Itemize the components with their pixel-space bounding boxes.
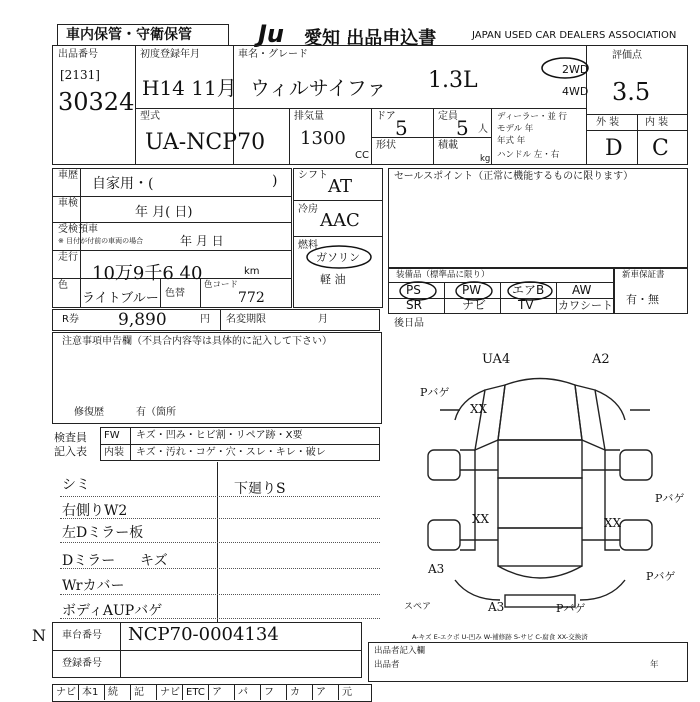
repair-history-label: 修復歴 xyxy=(74,407,104,418)
registration-value: H14 11月 xyxy=(142,76,237,100)
inspection-note-sub: ※ 目付が付前の車両の場合 xyxy=(58,237,144,245)
grade-value: 1.3L xyxy=(428,68,478,93)
mark-pbage-br: Pバゲ xyxy=(646,570,676,583)
bottom-strip-item: ETC xyxy=(186,687,205,698)
color-value: ライトブルー xyxy=(82,291,159,306)
notes-label: 注意事項申告欄（不具合内容等は具体的に記入して下さい） xyxy=(62,336,332,347)
inner-line: キズ・汚れ・コゲ・穴・スレ・キレ・破レ xyxy=(136,447,326,458)
doors-label: ドア xyxy=(376,111,396,122)
fw-label: FW xyxy=(104,430,120,441)
registration-label: 初度登録年月 xyxy=(140,49,200,60)
ac-label: 冷房 xyxy=(298,204,318,215)
ac-value: AAC xyxy=(320,210,360,231)
org-english: JAPAN USED CAR DEALERS ASSOCIATION xyxy=(472,30,677,41)
model-value: ウィルサイファ xyxy=(250,76,387,100)
mileage-label: 走行 xyxy=(58,252,78,263)
mark-pbage-r: Pバゲ xyxy=(655,492,685,505)
drive-4wd: 4WD xyxy=(562,85,589,98)
displacement-unit: CC xyxy=(355,150,369,161)
note-line4: Dミラー xyxy=(62,553,116,569)
fuel-label: 燃料 xyxy=(298,240,318,251)
recycle-label: R券 xyxy=(62,314,79,325)
note-line1: シミ xyxy=(62,477,90,493)
report-seal: 出品者 xyxy=(374,660,400,670)
lot-bracket-no: [2131] xyxy=(60,68,100,82)
dealer-line2: モデル 年 xyxy=(497,124,534,134)
displacement-value: 1300 xyxy=(300,128,346,149)
color-code: 772 xyxy=(238,290,265,306)
bottom-strip-item: 記 xyxy=(134,687,144,698)
bottom-strip-item: ナビ xyxy=(56,687,76,698)
dealer-line3: 年式 年 xyxy=(497,136,526,146)
inspector-label: 検査員 xyxy=(54,431,87,444)
interior-label: 内 装 xyxy=(645,117,669,128)
repair-history-value: 有（箇所 xyxy=(136,407,176,418)
bottom-strip-item: 本1 xyxy=(82,687,99,698)
equip-navi: ナビ xyxy=(462,298,487,312)
equip-aw: AW xyxy=(572,283,592,297)
mark-a3-b: A3 xyxy=(488,600,505,614)
equip-pw: PW xyxy=(462,283,482,297)
displacement-label: 排気量 xyxy=(294,111,324,122)
color-code-label: 色コード xyxy=(204,280,239,290)
note-line4b: キズ xyxy=(140,553,168,569)
fuel-gas: ガソリン xyxy=(316,251,360,264)
load-label: 積載 xyxy=(438,140,458,151)
capacity-value: 5 xyxy=(456,116,469,140)
bottom-strip-item: ア xyxy=(212,687,222,698)
inspection-value: 年 月( 日) xyxy=(135,205,193,220)
note-right1: 下廻りS xyxy=(234,481,286,497)
mark-pbage-b: Pバゲ xyxy=(556,602,586,615)
mark-xx-tl: XX xyxy=(470,402,488,416)
drive-circle xyxy=(540,56,590,80)
mark-spare: スペア xyxy=(404,602,432,612)
ju-logo: Ju xyxy=(258,20,285,48)
storage-tag: 車内保管・守衛保管 xyxy=(66,27,192,43)
report-year: 年 xyxy=(650,660,659,670)
bottom-strip-item: ナビ xyxy=(160,687,180,698)
bottom-strip-item: フ xyxy=(264,687,274,698)
capacity-label: 定員 xyxy=(438,111,458,122)
score-label: 評価点 xyxy=(612,50,642,61)
fuel-circle xyxy=(304,244,374,270)
mark-a2: A2 xyxy=(592,352,610,367)
shift-label: シフト xyxy=(298,170,328,181)
inspection-note-value: 年 月 日 xyxy=(180,234,224,248)
score-value: 3.5 xyxy=(612,78,651,106)
bottom-strip-item: ア xyxy=(316,687,326,698)
org-title: 愛知 出品申込書 xyxy=(304,28,437,49)
shape-label: 形状 xyxy=(376,140,396,151)
report-label: 出品者記入欄 xyxy=(374,646,426,656)
equip-ps: PS xyxy=(406,283,421,297)
sales-point-box xyxy=(388,168,688,268)
mark-xx-r: XX xyxy=(604,516,622,530)
reg-no-label: 登録番号 xyxy=(62,658,102,669)
rear-seat-label: 後日品 xyxy=(394,318,424,329)
model-label: 車名・グレード xyxy=(238,49,308,60)
chassis-type-label: 型式 xyxy=(140,111,160,122)
chassis-type-value: UA-NCP70 xyxy=(145,130,266,155)
equip-seat: カワシート xyxy=(558,299,613,312)
new-warranty-value: 有・無 xyxy=(626,293,659,306)
color-label: 色 xyxy=(58,280,68,291)
equipment-circles xyxy=(388,280,568,302)
sales-point-label: セールスポイント（正常に機能するものに限ります） xyxy=(394,171,634,182)
mileage-unit: km xyxy=(244,266,260,277)
fw-line: キズ・凹み・ヒビ割・リペア跡・X要 xyxy=(136,430,303,441)
mark-pbage-tl: Pバゲ xyxy=(420,386,450,399)
bottom-strip-item: 元 xyxy=(342,687,352,698)
equipment-label: 装備品（標準品に限り） xyxy=(396,270,490,280)
usage-label: 車歴 xyxy=(58,170,78,181)
record-label: 記入表 xyxy=(54,445,87,458)
inspection-label: 車検 xyxy=(58,198,78,209)
load-unit: kg xyxy=(480,154,491,164)
equip-tv: TV xyxy=(518,298,534,312)
interior-grade: C xyxy=(652,136,669,161)
recycle-month: 月 xyxy=(318,314,328,325)
exterior-grade: D xyxy=(605,136,623,161)
chassis-no-mark: N xyxy=(32,626,46,645)
bottom-strip-item: パ xyxy=(238,687,248,698)
note-line2: 右側りW2 xyxy=(62,503,128,519)
color-change-label: 色替 xyxy=(165,288,185,299)
lot-number: 30324 xyxy=(58,88,135,116)
lot-label: 出品番号 xyxy=(58,49,98,60)
note-line5: Wrカバー xyxy=(62,578,125,594)
doors-value: 5 xyxy=(395,116,408,140)
dealer-line1: ディーラー・並 行 xyxy=(497,112,568,122)
legend-line: A-キズ E-エクボ U-凹み W-補修跡 S-サビ C-腐食 XX-交換済 xyxy=(412,633,588,641)
equip-sr: SR xyxy=(406,298,422,312)
chassis-no-label: 車台番号 xyxy=(62,630,102,641)
mark-a3-l: A3 xyxy=(428,562,445,576)
note-line6: ボディAUPバゲ xyxy=(62,603,163,619)
fuel-diesel: 軽 油 xyxy=(320,273,346,286)
recycle-limit-label: 名変期限 xyxy=(226,314,266,325)
mark-xx-l: XX xyxy=(472,512,490,526)
inner-label: 内装 xyxy=(104,447,124,458)
shift-value: AT xyxy=(328,176,353,197)
recycle-box xyxy=(52,309,380,331)
mileage-value: 10万9千6 40 xyxy=(92,263,203,284)
recycle-unit: 円 xyxy=(200,314,210,325)
bottom-strip-item: カ xyxy=(290,687,300,698)
note-line3: 左Dミラー板 xyxy=(62,525,144,541)
mark-ua4: UA4 xyxy=(482,352,511,367)
bottom-strip-item: 続 xyxy=(108,687,118,698)
storage-tag-box xyxy=(57,24,229,46)
capacity-unit: 人 xyxy=(478,124,488,135)
new-warranty-label: 新車保証書 xyxy=(622,270,665,280)
equip-airbag: エアB xyxy=(512,283,545,297)
dealer-handle: ハンドル 左・右 xyxy=(497,150,560,160)
inspection-note-label: 受検預車 xyxy=(58,224,98,235)
usage-value: 自家用・( xyxy=(92,176,154,192)
chassis-no-value: NCP70-0004134 xyxy=(128,624,279,645)
exterior-label: 外 装 xyxy=(596,117,620,128)
recycle-value: 9,890 xyxy=(118,310,167,330)
drive-2wd: 2WD xyxy=(562,63,589,76)
usage-close: ) xyxy=(272,173,278,189)
